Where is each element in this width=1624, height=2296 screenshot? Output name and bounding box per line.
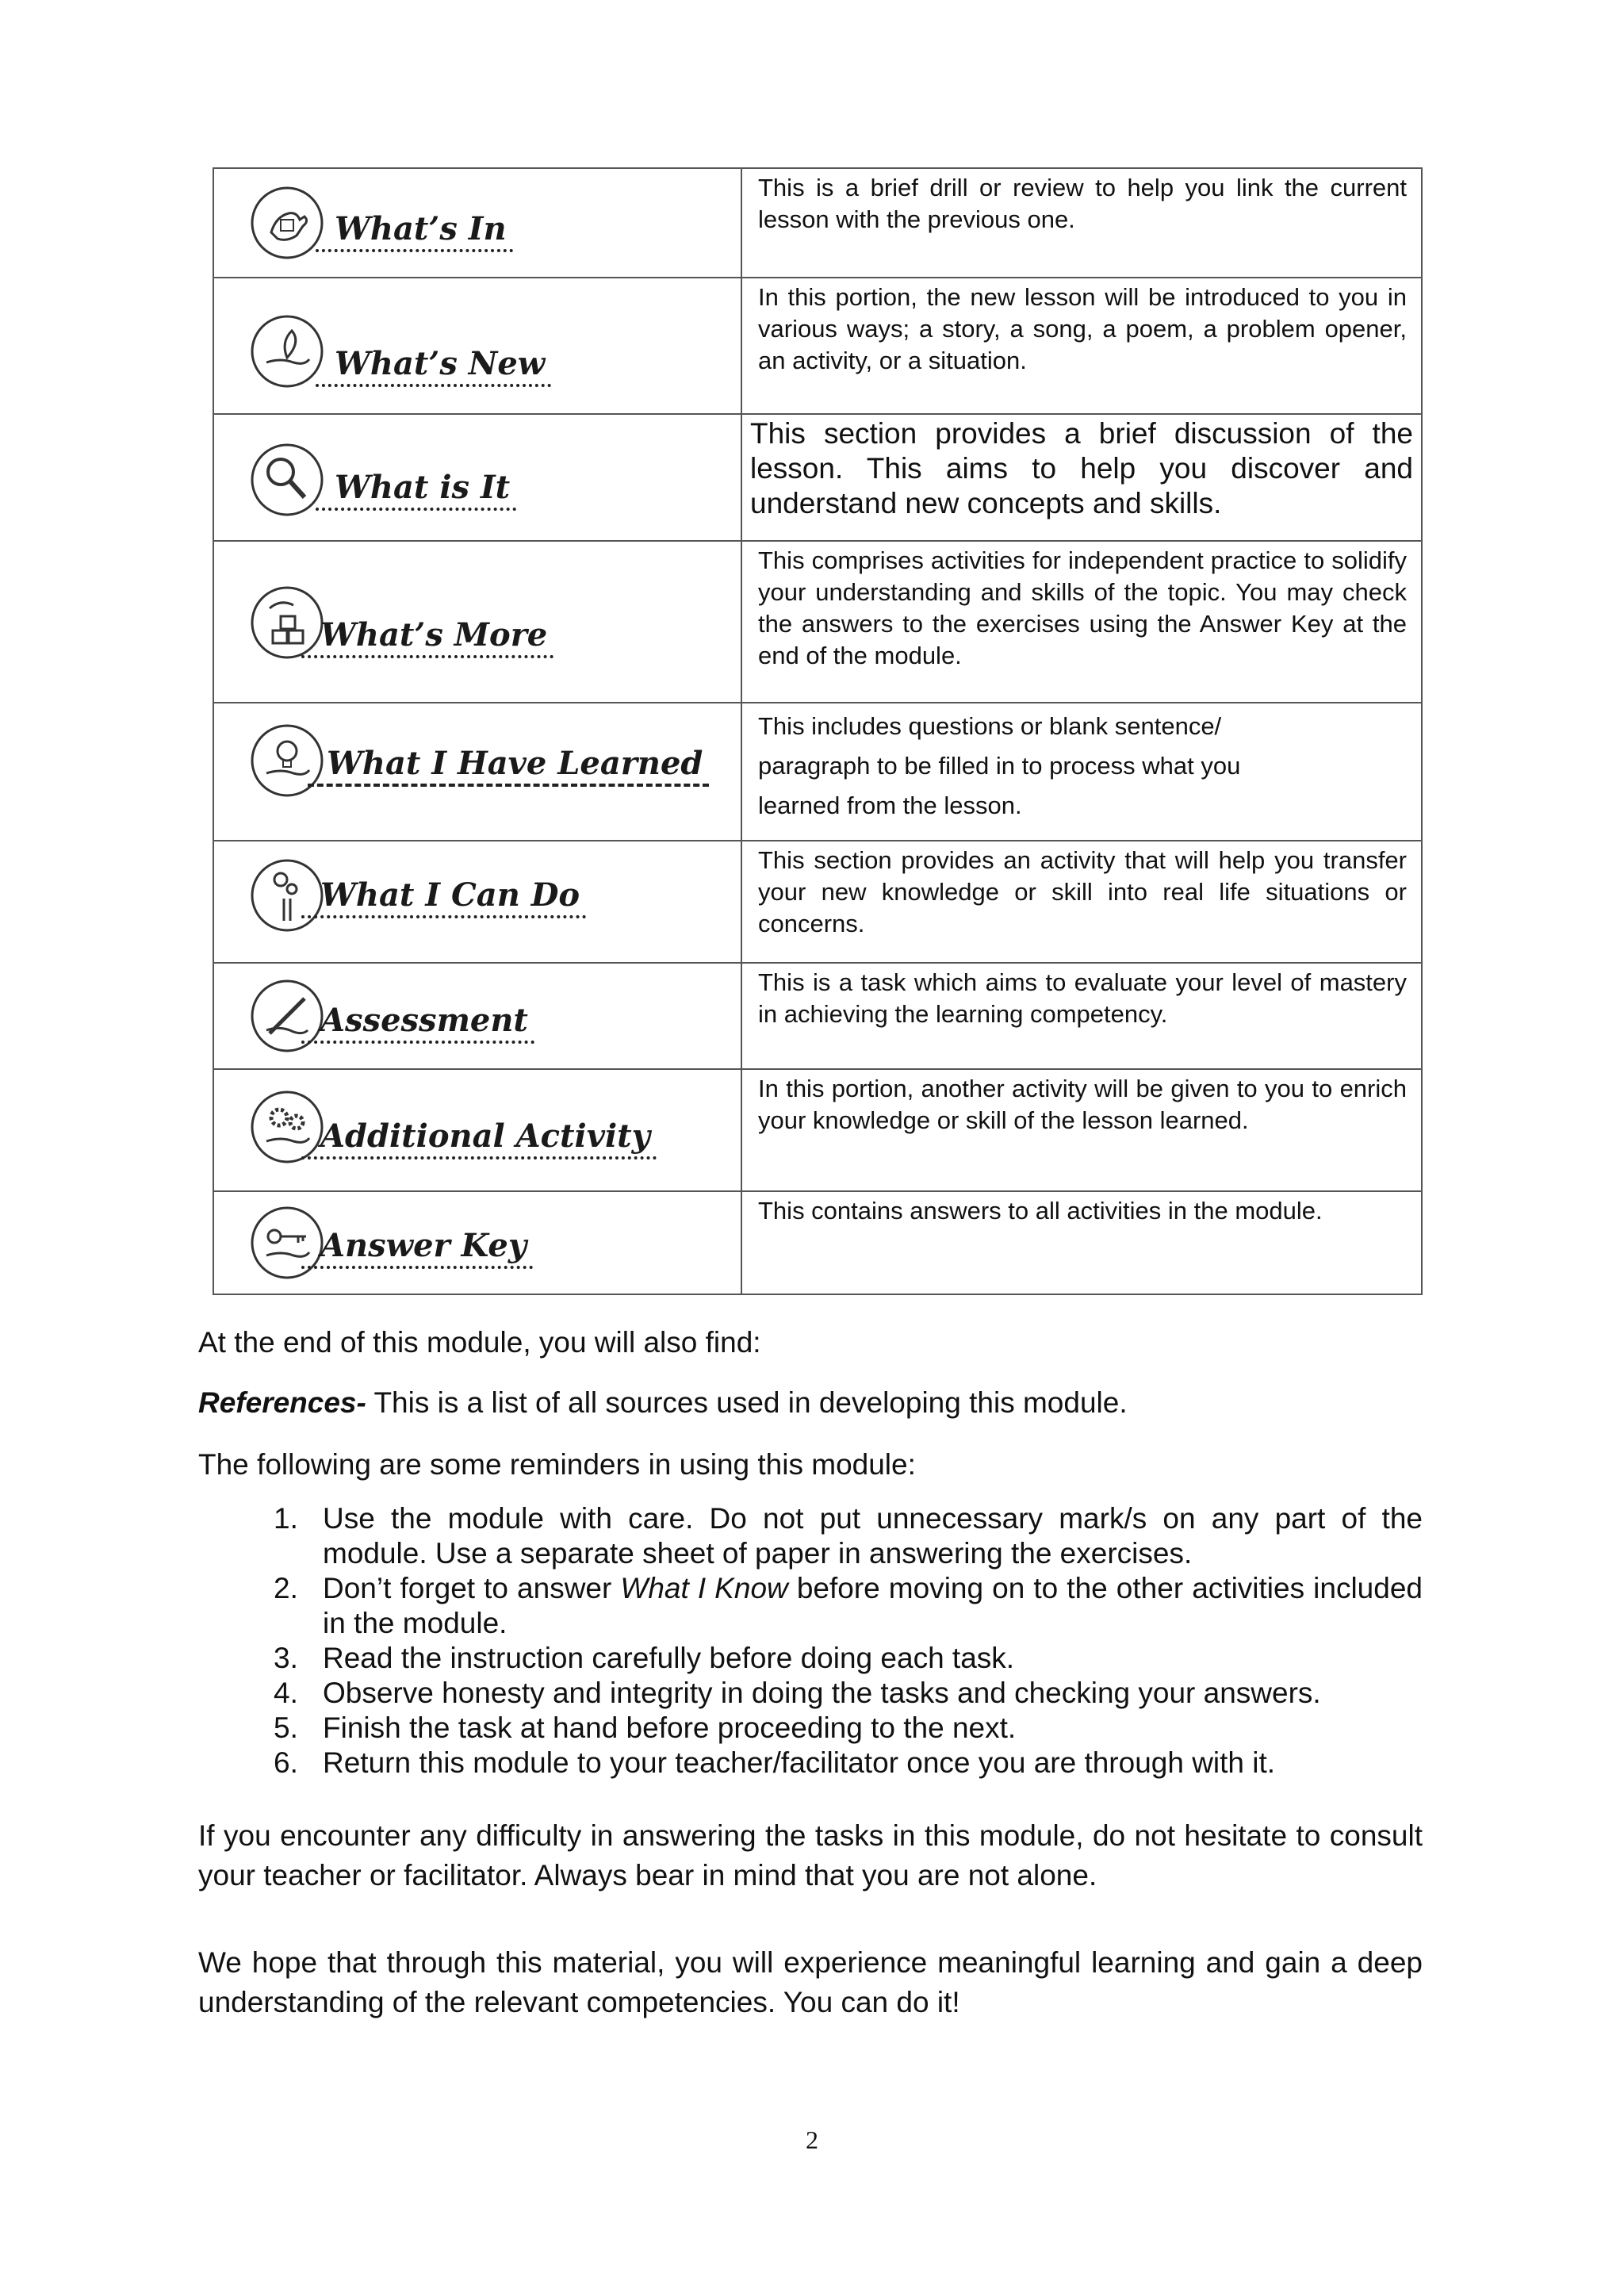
intro-end-text: At the end of this module, you will also find:	[198, 1326, 761, 1359]
table-row	[213, 841, 1422, 963]
hand-leaf-icon	[249, 313, 325, 389]
references-line	[198, 1383, 1423, 1423]
list-item: 2. Don’t forget to answer What I Know before moving on to the other activities included in the module.	[274, 1572, 1423, 1639]
table-row	[213, 1191, 1422, 1294]
table-row	[213, 703, 1422, 841]
label-assessment: Assessment	[301, 1002, 534, 1044]
label-what-i-have-learned: What I Have Learned	[308, 745, 709, 787]
table-row	[213, 541, 1422, 703]
label-what-i-can-do: What I Can Do	[301, 876, 586, 918]
desc-whats-more: This comprises activities for independent practice to solidify your understanding and skills of the topic. You may check the answers to the exercises using the Answer Key at the end of the module.	[758, 546, 1407, 669]
desc-whats-new: In this portion, the new lesson will be introduced to you in various ways; a story, a song, a poem, a problem opener, an activity, or a situation.	[758, 283, 1407, 374]
list-item: 1. Use the module with care. Do not put unnecessary mark/s on any part of the module. Use a separate sheet of paper in answering the exercises.	[274, 1502, 1423, 1570]
hand-puzzle-icon	[249, 185, 325, 261]
label-whats-more: What’s More	[301, 616, 553, 658]
label-additional-activity: Additional Activity	[301, 1117, 657, 1159]
page-number: 2	[806, 2125, 818, 2154]
table-row	[213, 278, 1422, 414]
desc-what-i-have-learned: This includes questions or blank sentence/ paragraph to be filled in to process what you learned from the lesson.	[758, 712, 1241, 819]
label-what-is-it: What is It	[316, 469, 516, 511]
desc-what-is-it: This section provides a brief discussion of the lesson. This aims to help you discover and understand new concepts and skills.	[750, 417, 1413, 519]
desc-additional-activity: In this portion, another activity will be given to you to enrich your knowledge or skill of the lesson learned.	[758, 1075, 1407, 1134]
label-answer-key: Answer Key	[301, 1227, 533, 1269]
list-item: 3. Read the instruction carefully before doing each task.	[274, 1642, 1015, 1674]
table-row	[213, 414, 1422, 541]
what-i-know-reference: What I Know	[620, 1572, 788, 1604]
magnifier-icon	[249, 442, 325, 518]
desc-assessment: This is a task which aims to evaluate your level of mastery in achieving the learning competency.	[758, 968, 1407, 1028]
list-item: 6. Return this module to your teacher/facilitator once you are through with it.	[274, 1746, 1276, 1779]
list-item: 5. Finish the task at hand before proceeding to the next.	[274, 1711, 1017, 1744]
table-row	[213, 1069, 1422, 1191]
closing-text: We hope that through this material, you will experience meaningful learning and gain a deep understanding of the relevant competencies. You can do it!	[198, 1946, 1423, 2018]
desc-whats-in: This is a brief drill or review to help you link the current lesson with the previous one.	[758, 174, 1407, 233]
difficulty-note: If you encounter any difficulty in answering the tasks in this module, do not hesitate to consult your teacher or facilitator. Always bear in mind that you are not alone.	[198, 1819, 1423, 1892]
desc-what-i-can-do: This section provides an activity that will help you transfer your new knowledge or skill into real life situations or concerns.	[758, 846, 1407, 937]
module-parts-table	[213, 167, 1423, 1295]
references-label: References-	[198, 1386, 366, 1419]
table-row	[213, 963, 1422, 1069]
label-whats-new: What’s New	[316, 345, 551, 387]
desc-answer-key: This contains answers to all activities in the module.	[758, 1197, 1323, 1225]
label-whats-in: What’s In	[316, 210, 513, 252]
references-text: This is a list of all sources used in developing this module.	[366, 1386, 1128, 1419]
list-item: 4. Observe honesty and integrity in doing the tasks and checking your answers.	[274, 1677, 1321, 1709]
table-row	[213, 168, 1422, 278]
reminders-intro: The following are some reminders in using this module:	[198, 1448, 916, 1481]
reminders-list	[274, 1501, 1423, 1780]
